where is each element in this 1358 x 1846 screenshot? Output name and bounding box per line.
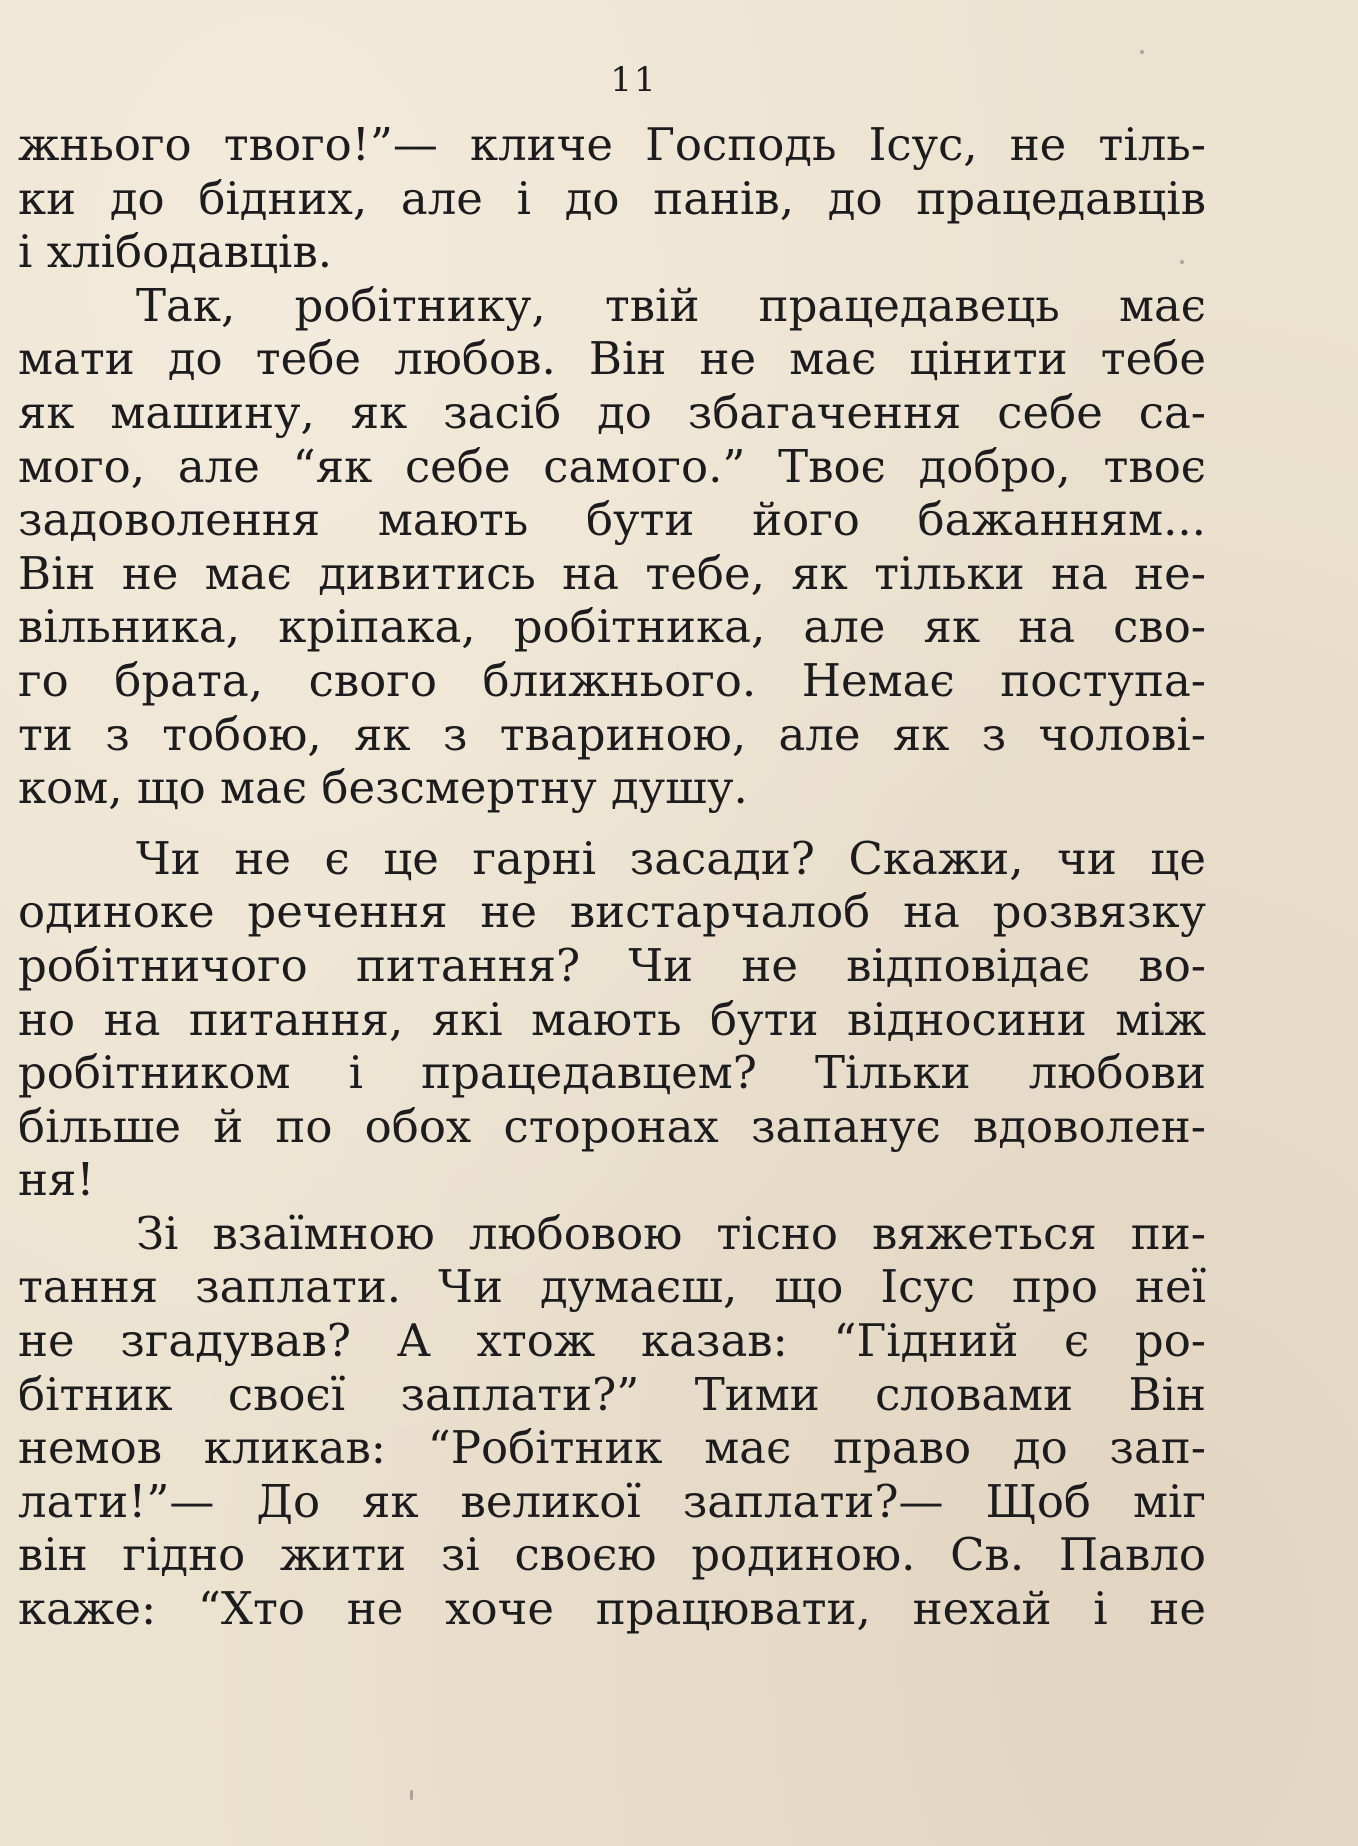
- text-line: немов кликав: “Робітник має право до зап-: [18, 1421, 1206, 1475]
- paper-speck: [1160, 1030, 1164, 1034]
- text-line: ня!: [18, 1153, 95, 1207]
- text-line: задоволення мають бути його бажанням...: [18, 493, 1206, 547]
- paper-speck: [410, 1790, 413, 1800]
- paper-speck: [1140, 50, 1144, 54]
- page-number: 11: [610, 60, 658, 100]
- page-text: [18, 118, 1206, 1636]
- text-line: лати!”— До як великої заплати?— Щоб міг: [18, 1474, 1206, 1528]
- text-line: і хлібодавців.: [18, 225, 333, 279]
- paragraph-gap: [18, 815, 1206, 832]
- text-line: мого, але “як себе самого.” Твоє добро, твоє: [18, 439, 1206, 493]
- text-line: вільника, кріпака, робітника, але як на сво-: [18, 600, 1206, 654]
- text-line: Зі взаїмною любовою тісно вяжеться пи-: [136, 1206, 1206, 1260]
- text-line: ти з тобою, як з твариною, але як з чолові-: [18, 707, 1206, 761]
- text-line: не згадував? А хтож казав: “Гідний є ро-: [18, 1314, 1206, 1368]
- paper-speck: [1180, 260, 1184, 264]
- paragraph: [18, 118, 1206, 279]
- text-line: Чи не є це гарні засади? Скажи, чи це: [136, 831, 1206, 885]
- text-line: одиноке речення не вистарчалоб на розвязку: [18, 885, 1206, 939]
- text-line: як машину, як засіб до збагачення себе са-: [18, 385, 1206, 439]
- text-line: но на питання, які мають бути відносини між: [18, 992, 1206, 1046]
- paragraph: [18, 1207, 1206, 1636]
- book-page: [18, 60, 1206, 1636]
- text-line: мати до тебе любов. Він не має цінити тебе: [18, 332, 1206, 386]
- text-line: більше й по обох сторонах запанує вдоволен-: [18, 1099, 1206, 1153]
- paragraph: [18, 832, 1206, 1207]
- text-line: каже: “Хто не хоче працювати, нехай і не: [18, 1582, 1206, 1636]
- text-line: го брата, свого ближнього. Немає поступа-: [18, 653, 1206, 707]
- text-line: Так, робітнику, твій працедавець має: [136, 278, 1206, 332]
- text-line: жнього твого!”— кличе Господь Ісус, не тіль-: [18, 118, 1206, 171]
- text-line: робітником і працедавцем? Тільки любови: [18, 1046, 1206, 1100]
- text-line: ки до бідних, але і до панів, до працедавців: [18, 171, 1206, 225]
- text-line: ком, що має безсмертну душу.: [18, 761, 748, 815]
- text-line: тання заплати. Чи думаєш, що Ісус про неї: [18, 1260, 1206, 1314]
- paragraph: [18, 279, 1206, 815]
- text-line: він гідно жити зі своєю родиною. Св. Павло: [18, 1528, 1206, 1582]
- text-line: бітник своєї заплати?” Тими словами Він: [18, 1367, 1206, 1421]
- text-line: Він не має дивитись на тебе, як тільки на не-: [18, 546, 1206, 600]
- text-line: робітничого питання? Чи не відповідає во-: [18, 938, 1206, 992]
